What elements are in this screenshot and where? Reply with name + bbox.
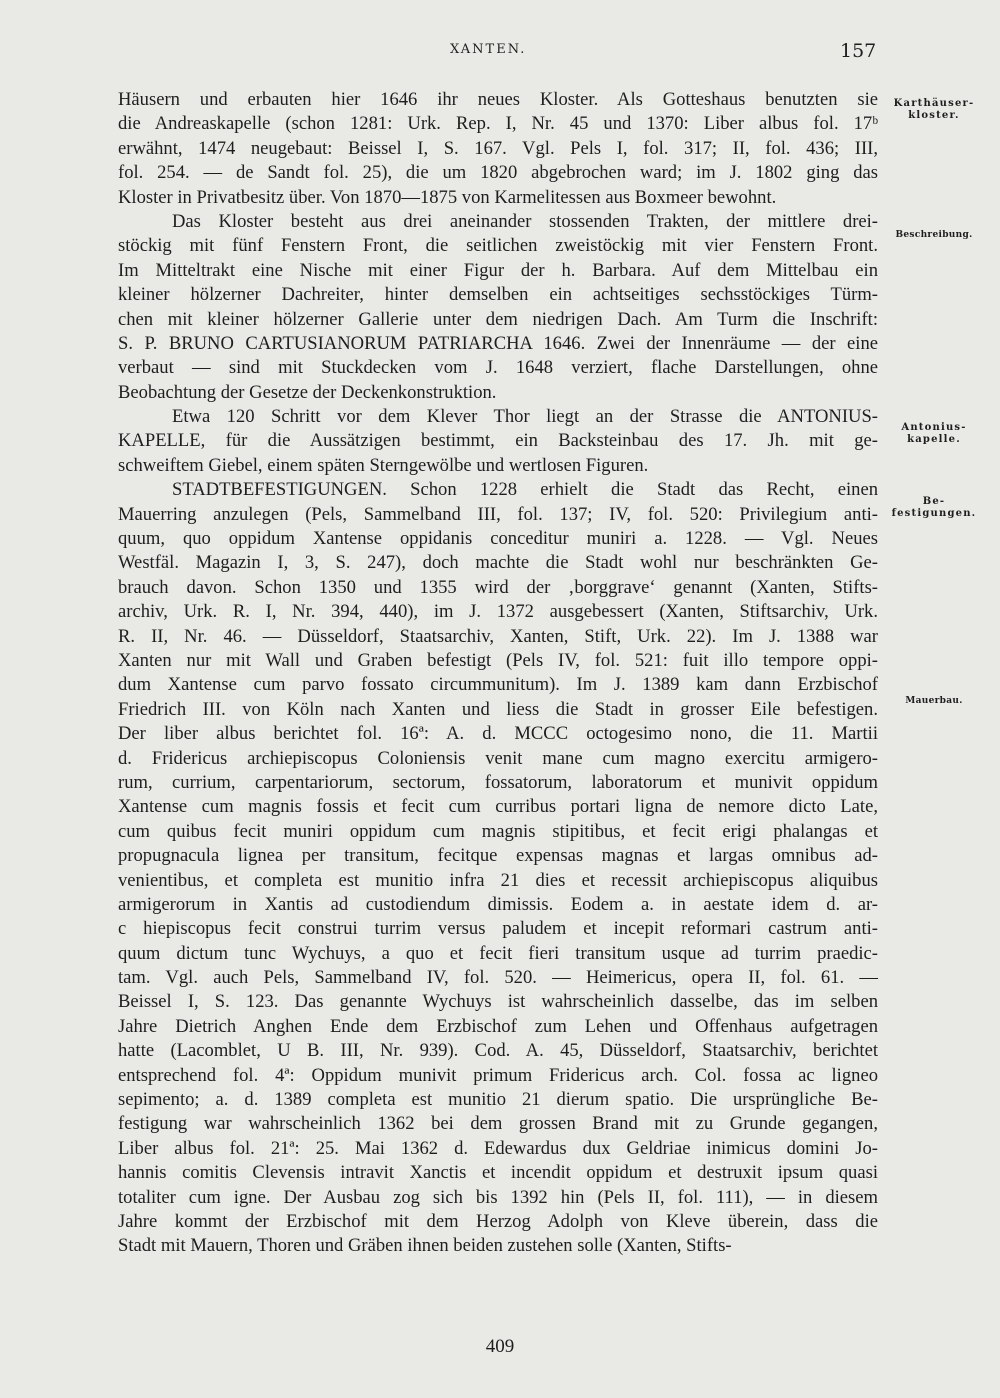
text-line: propugnacula lignea per transitum, fecitque expensas magnas et largas omnibus ad- [118, 845, 878, 867]
folio-number: 409 [485, 1336, 515, 1357]
text-line: tam. Vgl. auch Pels, Sammelband IV, fol. 520. — Heimericus, opera II, fol. 61. — [118, 967, 878, 989]
sidenote-line: Beschreibung. [895, 230, 973, 240]
text-line: STADTBEFESTIGUNGEN. Schon 1228 erhielt die Stadt das Recht, einen [172, 479, 878, 501]
sidenote-line: Mauerbau. [905, 696, 963, 706]
text-line: quum dictum tunc Wychuys, a quo et fecit fieri transitum usque ad turrim praedic- [118, 942, 878, 964]
text-line: entsprechend fol. 4ª: Oppidum munivit primum Fridericus arch. Col. fossa ac ligneo [118, 1064, 878, 1086]
text-line: stöckig mit fünf Fenstern Front, die seitlichen zweistöckig mit vier Fenstern Front. [118, 235, 878, 257]
text-line: Jahre kommt der Erzbischof mit dem Herzog Adolph von Kleve überein, dass die [118, 1210, 878, 1232]
text-line: Häusern und erbauten hier 1646 ihr neues Kloster. Als Gotteshaus benutzten sie [118, 89, 878, 110]
text-line: Westfäl. Magazin I, 3, S. 247), doch machte die Stadt wohl nur beschränkten Ge- [118, 552, 878, 574]
text-line: quum, quo oppidum Xantense oppidanis conceditur muniri a. 1228. — Vgl. Neues [118, 528, 878, 550]
text-line: Xanten nur mit Wall und Graben befestigt (Pels IV, fol. 521: fuit illo tempore oppi- [118, 649, 878, 671]
text-line: cum quibus fecit muniri oppidum cum magnis stipitibus, et fecit erigi phalangas et [118, 820, 878, 842]
sidenote-line: Antonius- [901, 422, 967, 433]
text-line: Etwa 120 Schritt vor dem Klever Thor liegt an der Strasse die ANTONIUS- [172, 406, 878, 428]
text-line: rum, currium, carpentariorum, sectorum, fossatorum, laboratorum et munivit oppidum [118, 771, 878, 793]
text-line: kleiner hölzerner Dachreiter, hinter demselben ein achtseitiges sechsstöckiges Türm- [118, 284, 878, 306]
text-line: S. P. BRUNO CARTUSIANORUM PATRIARCHA 1646. Zwei der Innenräume — der eine [118, 332, 878, 354]
text-line: fol. 254. — de Sandt fol. 25), die um 1820 abgebrochen ward; im J. 1802 ging das [118, 162, 878, 184]
text-line: die Andreaskapelle (schon 1281: Urk. Rep. I, Nr. 45 und 1370: Liber albus fol. 17ᵇ [118, 113, 878, 135]
body-text [118, 88, 878, 1259]
text-line: totaliter cum igne. Der Ausbau zog sich bis 1392 hin (Pels II, fol. 111), — in diesem [118, 1186, 878, 1208]
text-line: d. Fridericus archiepiscopus Coloniensis venit mane cum magno exercitu armigero- [118, 747, 878, 769]
sidenote-line: Karthäuser- [893, 98, 975, 109]
text-line: erwähnt, 1474 neugebaut: Beissel I, S. 167. Vgl. Pels I, fol. 317; II, fol. 436; III, [118, 137, 878, 159]
text-line: sepimento; a. d. 1389 completa est munitio 21 dierum spatio. Die ursprüngliche Be- [118, 1089, 878, 1111]
text-line: hannis comitis Clevensis intravit Xanctis et incendit oppidum et destruxit ipsum quasi [118, 1162, 878, 1184]
text-line: Kloster in Privatbesitz über. Von 1870—1875 von Karmelitessen aus Boxmeer bewohnt. [118, 186, 777, 208]
text-line: archiv, Urk. R. I, Nr. 394, 440), im J. 1372 ausgebessert (Xanten, Stiftsarchiv, Urk. [118, 601, 878, 623]
text-line: hatte (Lacomblet, U B. III, Nr. 939). Cod. A. 45, Düsseldorf, Staatsarchiv, berichtet [118, 1040, 878, 1062]
text-line: brauch davon. Schon 1350 und 1355 wird der ‚borggrave‘ genannt (Xanten, Stifts- [118, 576, 878, 598]
page-number: 157 [840, 40, 877, 62]
text-line: dum Xantense cum parvo fossato circummunitum). Im J. 1389 kam dann Erzbischof [118, 674, 878, 696]
text-line: Mauerring anzulegen (Pels, Sammelband III, fol. 137; IV, fol. 520: Privilegium anti- [118, 503, 878, 525]
sidenote-mauerbau [884, 695, 984, 707]
sidenote-line: festigungen. [891, 508, 977, 519]
text-line: Friedrich III. von Köln nach Xanten und liess die Stadt in grosser Eile befestigen. [118, 698, 878, 720]
text-line: c hiepiscopus fecit construi turrim versus paludem et incepit reformari castrum anti- [118, 918, 878, 940]
running-head [0, 38, 1000, 68]
text-line: festigung war wahrscheinlich 1362 bei dem grossen Brand mit zu Grunde gegangen, [118, 1113, 878, 1135]
sidenote-line: kloster. [908, 110, 960, 121]
sidenote-line: Be- [922, 496, 946, 507]
text-line: venientibus, et completa est munitio infra 21 dies et recessit archiepiscopus aliquibus [118, 869, 878, 891]
text-line: Der liber albus berichtet fol. 16ª: A. d. MCCC octogesimo nono, die 11. Martii [118, 723, 878, 745]
text-line: Beobachtung der Gesetze der Deckenkonstruktion. [118, 381, 497, 403]
text-line: verbaut — sind mit Stuckdecken vom J. 1648 verziert, flache Darstellungen, ohne [118, 357, 878, 379]
text-line: schweiftem Giebel, einem späten Sterngewölbe und wertlosen Figuren. [118, 454, 649, 476]
text-line: armigerorum in Xantis ad custodiendum dimissis. Eodem a. in aestate idem d. ar- [118, 893, 878, 915]
sidenote-line: kapelle. [907, 434, 961, 445]
text-line: Stadt mit Mauern, Thoren und Gräben ihnen beiden zustehen solle (Xanten, Stifts- [118, 1235, 732, 1257]
text-line: Das Kloster besteht aus drei aneinander stossenden Trakten, der mittlere drei- [172, 210, 878, 232]
text-line: Jahre Dietrich Anghen Ende dem Erzbischof zum Lehen und Offenhaus aufgetragen [118, 1015, 878, 1037]
text-line: Beissel I, S. 123. Das genannte Wychuys ist wahrscheinlich dasselbe, das im selben [118, 991, 878, 1013]
text-line: Im Mitteltrakt eine Nische mit einer Figur der h. Barbara. Auf dem Mittelbau ein [118, 259, 878, 281]
text-line: KAPELLE, für die Aussätzigen bestimmt, ein Backsteinbau des 17. Jh. mit ge- [118, 430, 878, 452]
text-line: chen mit kleiner hölzerner Gallerie unter dem niedrigen Dach. Am Turm die Inschrift: [118, 308, 878, 330]
sidenote-antoniuskapelle [884, 422, 984, 446]
sidenote-befestigungen [884, 496, 984, 520]
sidenote-karthaeuserkloster [884, 98, 984, 122]
text-line: R. II, Nr. 46. — Düsseldorf, Staatsarchiv, Xanten, Stift, Urk. 22). Im J. 1388 war [118, 625, 878, 647]
text-line: Xantense cum magnis fossis et fecit cum curribus portari ligna de nemore dicto Late, [118, 796, 878, 818]
sidenote-beschreibung [884, 229, 984, 241]
running-head-title: XANTEN. [450, 42, 527, 57]
text-line: Liber albus fol. 21ª: 25. Mai 1362 d. Edewardus dux Geldriae inimicus domini Jo- [118, 1137, 878, 1159]
